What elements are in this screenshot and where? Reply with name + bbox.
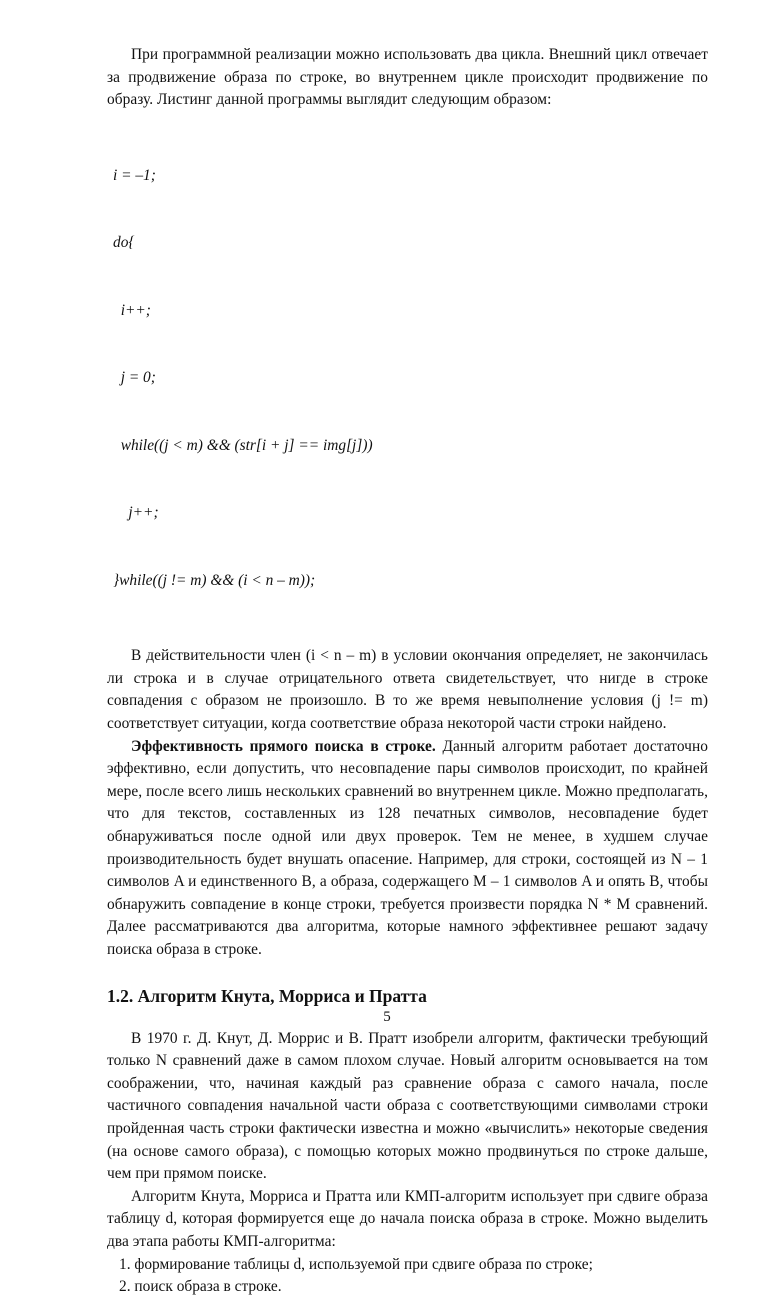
list-item: 2. поиск образа в строке. <box>119 1278 282 1296</box>
code-line: while((j < m) && (str[i + j] == img[j])) <box>113 436 373 454</box>
efficiency-paragraph <box>107 736 708 962</box>
section-heading: 1.2. Алгоритм Кнута, Морриса и Пратта <box>107 985 427 1006</box>
page-number: 5 <box>383 1009 391 1025</box>
page-content <box>107 44 708 1299</box>
code-line: i++; <box>113 301 151 319</box>
code-line: }while((j != m) && (i < n – m)); <box>113 571 316 589</box>
efficiency-lead: Эффективность прямого поиска в строке. <box>131 737 436 755</box>
list-item: 1. формирование таблицы d, используемой при сдвиге образа по строке; <box>119 1255 593 1273</box>
code-line: j++; <box>113 504 159 522</box>
code-line: j = 0; <box>113 369 156 387</box>
condition-paragraph: В действительности член (i < n – m) в условии окончания определяет, не закончилась ли строка и в случае отрицательного ответа свидетельствует, что нигде в строке совпадения с образом не произошло. В то же время невыполнение условия (j != m) соответствует ситуации, когда соответствие образа некоторой части строки найдено. <box>107 647 708 733</box>
code-listing <box>113 120 708 638</box>
code-line: i = –1; <box>113 166 156 184</box>
intro-paragraph: При программной реализации можно использовать два цикла. Внешний цикл отвечает за продвижение образа по строке, во внутреннем цикле происходит продвижение по образу. Листинг данной программы выглядит следующим образом: <box>107 46 708 109</box>
kmp-paragraph-2: Алгоритм Кнута, Морриса и Пратта или КМП-алгоритм использует при сдвиге образа таблицу d, которая формируется еще до начала поиска образа в строке. Можно выделить два этапа работы КМП-алгоритма: <box>107 1187 708 1250</box>
kmp-paragraph-1: В 1970 г. Д. Кнут, Д. Моррис и В. Пратт изобрели алгоритм, фактически требующий только N сравнений даже в самом плохом случае. Новый алгоритм основывается на том соображении, что, начиная каждый раз сравнение образа с самого начала, после частичного совпадения начальной части образа с соответствующими символами строки пройденная часть строки фактически известна и можно «вычислить» некоторые сведения (на основе самого образа), с помощью которых можно продвинуться по строке дальше, чем при прямом поиске. <box>107 1029 708 1183</box>
code-line: do{ <box>113 234 135 252</box>
efficiency-text: Данный алгоритм работает достаточно эффективно, если допустить, что несовпадение пары символов происходит, по крайней мере, после всего лишь нескольких сравнений во внутреннем цикле. Можно предполагать, что для текстов, составленных из 128 печатных символов, несовпадение будет обнаруживаться после одной или двух проверок. Тем не менее, в худшем случае производительность будет внушать опасение. Например, для строки, состоящей из N – 1 символов A и единственного B, а образа, содержащего M – 1 символов A и опять B, чтобы обнаружить совпадение в конце строки, требуется произвести порядка N * M сравнений. Далее рассматриваются два алгоритма, которые намного эффективнее решают задачу поиска образа в строке. <box>107 737 708 958</box>
